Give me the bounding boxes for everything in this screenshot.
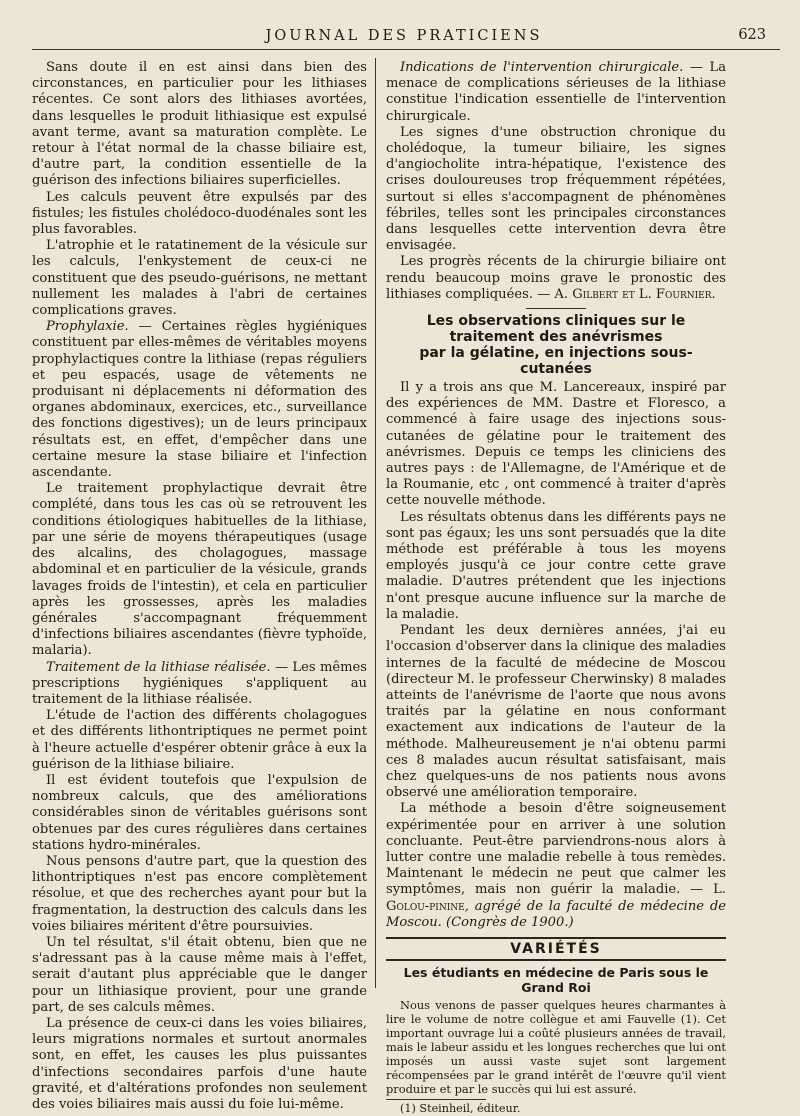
subsection-title-line: Grand Roi <box>521 980 591 996</box>
article-title <box>386 313 726 377</box>
paragraph: Un tel résultat, s'il était obtenu, bien que ne s'adressant pas à la cause même mais à l'effet, serait d'autant plus appréciable que le danger pour un lithiasique provient, pour une grande part, de ses calculs mêmes. <box>32 934 367 1015</box>
paragraph: Nous venons de passer quelques heures charmantes à lire le volume de notre collègue et ami Fauvelle (1). Cet important ouvrage lui a coûté plusieurs années de travail, mais le labeur assidu et les longues recherches que lui ont imposés un aussi vaste sujet sont largement récompensées par le grand intérêt de l'œuvre qu'il vient produire et par le succès qui lui est assuré. <box>386 998 726 1097</box>
paragraph-text: Les progrès récents de la chirurgie biliaire ont rendu beaucoup moins grave le pronostic des lithiases compliquées. — <box>386 254 726 302</box>
paragraph: Nous pensons d'autre part, que la question des lithontriptiques n'est pas encore complètement résolue, et que des recherches ayant pour but la fragmentation, la destruction des calculs dans les voies biliaires méritent d'être poursuivies. <box>32 853 367 934</box>
header-rule <box>32 49 780 50</box>
article-title-line: par la gélatine, en injections sous-cutanées <box>419 345 693 378</box>
paragraph: L'atrophie et le ratatinement de la vésicule sur les calculs, l'enkystement de ceux-ci ne constituent que des pseudo-guérisons, ne mettant nullement les malades à l'abri de certaines complications graves. <box>32 238 367 319</box>
paragraph-text: — Les mêmes prescriptions hygiéniques s'appliquent au traitement de la lithiase réalisée. <box>32 659 368 707</box>
paragraph: L'étude de l'action des différents cholagogues et des différents lithontriptiques ne permet point à l'heure actuelle d'espérer obtenir grâce à eux la guérison de la lithiase biliaire. <box>32 708 367 772</box>
section-heading-traitement: Traitement de la lithiase réalisée. <box>46 659 271 675</box>
author-affiliation: , agrégé de la faculté de médecine de Moscou. (Congrès de 1900.) <box>386 898 726 930</box>
paragraph-prophylaxie <box>32 319 367 481</box>
paragraph-text: — La menace de complications sérieuses de la lithiase constitue l'indication essentielle de l'intervention chirurgicale. <box>386 60 727 124</box>
paragraph: Les calculs peuvent être expulsés par des fistules; les fistules cholédoco-duodénales sont les plus favorables. <box>32 189 367 238</box>
page-header <box>32 24 776 48</box>
paragraph-text: La méthode a besoin d'être soigneusement expérimentée pour en arriver à une solution concluante. Peut-être parviendrons-nous alors à lutter contre une maladie rebelle à tous remèdes. Maintenant le médecin ne peut que calmer les symptômes, mais non guérir la maladie. — <box>386 801 726 898</box>
paragraph: Les signes d'une obstruction chronique du cholédoque, la tumeur biliaire, les signes d'angiocholite intra-hépatique, l'existence des crises douloureuses trop fréquemment répétées, surtout si elles s'accompagnent de phénomènes fébriles, telles sont les principales circonstances dans lesquelles cette intervention devra être envisagée. <box>386 124 726 254</box>
paragraph: Le traitement prophylactique devrait être complété, dans tous les cas où se retrouvent les conditions étiologiques habituelles de la lithiase, par une série de moyens thérapeutiques (usage des alcalins, des cholagogues, massage abdominal et en particulier de la vésicule, grands lavages froids de l'intestin), et cela en particulier après les grossesses, après les maladies générales s'accompagnant fréquemment d'infections biliaires ascendantes (fièvre typhoïde, malaria). <box>32 481 367 659</box>
article-separator <box>526 308 586 309</box>
paragraph: Pendant les deux dernières années, j'ai eu l'occasion d'observer dans la clinique des maladies internes de la faculté de médecine de Moscou (directeur M. le professeur Cherwinsky) 8 malades atteints de l'anévrisme de l'aorte que nous avons traités par la gélatine en nous conformant exactement aux indications de l'auteur de la méthode. Malheureusement je n'ai obtenu parmi ces 8 malades aucun résultat satisfaisant, mais chez quelques-uns de nos patients nous avons observé une amélioration temporaire. <box>386 623 726 801</box>
page-number: 623 <box>738 27 766 43</box>
footnote: (1) Steinheil, éditeur. <box>400 1102 521 1116</box>
paragraph: Les résultats obtenus dans les différents pays ne sont pas égaux; les uns sont persuadés que la dite méthode est préférable à tous les moyens employés jusqu'à ce jour contre cette grave maladie. D'autres prétendent que les injections n'ont presque aucune influence sur la marche de la maladie. <box>386 509 726 622</box>
paragraph-signed <box>386 801 726 931</box>
paragraph-signed <box>386 254 726 303</box>
footnote-rule <box>386 1099 486 1100</box>
paragraph: Il y a trois ans que M. Lancereaux, inspiré par des expériences de MM. Dastre et Floresco, a commencé à faire usage des injections sous-cutanées de gélatine pour le traitement des anévrismes. Depuis ce temps les cliniciens des autres pays : de l'Allemagne, de l'Amérique et de la Roumanie, etc , ont commencé à traiter d'après cette nouvelle méthode. <box>386 380 726 509</box>
paragraph-traitement <box>32 660 367 709</box>
section-title: VARIÉTÉS <box>510 940 602 957</box>
column-divider <box>375 58 376 988</box>
paragraph: Il est évident toutefois que l'expulsion de nombreux calculs, que des améliorations considérables sinon de véritables guérisons sont obtenues par des cures régulières dans certaines stations hydro-minérales. <box>32 772 367 853</box>
right-column <box>386 60 727 1116</box>
paragraph-text: — Certaines règles hygiéniques constituent par elles-mêmes de véritables moyens prophylactiques contre la lithiase (repas réguliers et peu espacés, usage de vêtements ne produisant ni déplacements ni déformation des organes abdominaux, exercices, etc., surveillance des fonctions digestives); un de leurs principaux résultats est, en effet, d'empêcher dans une certaine mesure la stase biliaire et l'infection ascendante. <box>32 319 367 481</box>
section-header-varietes <box>386 937 726 961</box>
article-authors: A. Gilbert et L. Fournier. <box>554 286 716 302</box>
paragraph: Sans doute il en est ainsi dans bien des circonstances, en particulier pour les lithiases récentes. Ce sont alors des lithiases avortées, dans lesquelles le produit lithiasique est expulsé avant terme, avant sa maturation complète. Le retour à l'état normal de la chasse biliaire est, d'autre part, la condition essentielle de la guérison des infections biliaires superficielles. <box>32 60 367 189</box>
subsection-title-line: Les étudiants en médecine de Paris sous le <box>403 965 709 981</box>
subsection-title <box>386 965 726 995</box>
section-heading-prophylaxie: Prophylaxie. <box>46 319 129 335</box>
article-title-line: Les observations cliniques sur le traitement des anévrismes <box>426 313 686 346</box>
paragraph: La présence de ceux-ci dans les voies biliaires, leurs migrations normales et surtout anormales sont, en effet, les causes les plus puissantes d'infections secondaires parfois d'une haute gravité, et d'altérations profondes non seulement des voies biliaires mais aussi du foie lui-même. <box>32 1015 367 1112</box>
section-heading-indications: Indications de l'intervention chirurgicale. <box>400 60 684 75</box>
article-author: L. Golou-pinine <box>386 882 726 914</box>
journal-title: JOURNAL DES PRATICIENS <box>265 28 543 44</box>
left-column <box>32 60 368 1112</box>
paragraph-indications <box>386 60 726 125</box>
